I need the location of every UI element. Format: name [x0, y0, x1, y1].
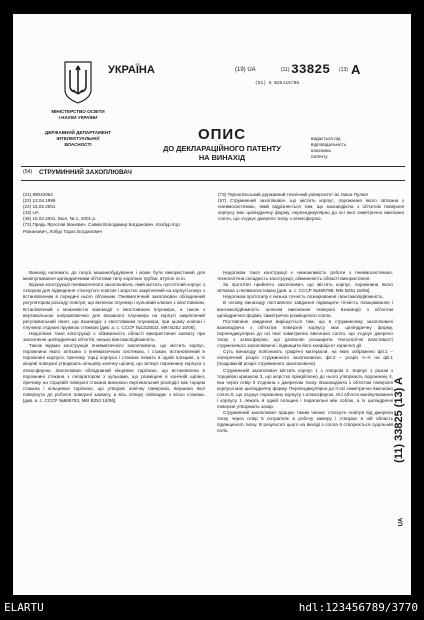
- ministry-name: МІНІСТЕРСТВО ОСВІТИ І НАУКИ УКРАЇНИ: [51, 109, 105, 121]
- biblio-left: [23, 192, 193, 235]
- title-code: (54): [23, 169, 33, 175]
- right-column: [217, 270, 393, 435]
- margin-country: UA: [398, 517, 405, 527]
- paragraph: За прототип прийнято захоплювач, що містить корпус, порожнина якого зв'язана з пневмосистемою [див. а. с. СССР №365798, МКІ В25J 15/06].: [217, 282, 393, 294]
- country-name: УКРАЇНА: [108, 64, 155, 76]
- biblio-field: (72) Прядь Ярослав Іванович, Савків Володимир Богданович, Козбур Ігор Романович, Лобур Тарас Богданович: [23, 222, 180, 234]
- margin-patent-code: [389, 344, 409, 514]
- paragraph: Недоліком такої конструкції є обмеженість області використання захвату при захопленні циліндричних об'єктів, низька вантажопідйомність.: [23, 330, 205, 343]
- biblio-field: (24) 15.02.2001: [23, 204, 56, 210]
- biblio-field: (33) UA: [23, 210, 39, 216]
- ipc-code: (51) 6 В25J15/06: [255, 81, 300, 86]
- paragraph: Винахід належить до галузі машинобудування і може бути використаний для маніпулювання циліндричними об'єктами типу коротких трубок, втулок та ін.: [23, 270, 205, 282]
- document-subtitle: ДО ДЕКЛАРАЦІЙНОГО ПАТЕНТУ НА ВИНАХІД: [163, 144, 281, 162]
- department-name: ДЕРЖАВНИЙ ДЕПАРТАМЕНТ ІНТЕЛЕКТУАЛЬНОЇ ВЛАСНОСТІ: [44, 130, 112, 148]
- paragraph: Струминний захоплювач містить корпус 1 з отвором 2. Корпус 1 разом з торцевою кришкою 3, що жорстко прикріплено до нього утворюють порожнину 4, яка через отвір 5 з'єднана з джерелом тиску. Взаємодіюча з об'єктом поверхня корпуса має циліндричну форму. Перпендикулярно до її осі симетрично виконано сопло 6, що з'єднує порожнину корпусу з атмосферою. Осі об'єкта маніпулювання і корпусу 1 лежать в одній площині і паралельні між собою, а їх циліндричні поверхні утворюють зазор.: [217, 367, 393, 410]
- document-title: ОПИС: [197, 126, 247, 143]
- margin-code-text: (11) 33825 (13) A: [393, 377, 405, 463]
- paragraph: Поставлене завдання вирішується тим, що в струминному захоплювачі взаємодіюча з об'єктом поверхня корпусу має циліндричну форму, перпендикулярно до осі якої симетрично виконано сопло, що з'єднує джерело тиску з атмосферою, що дозволяє розширити технологічні властивості струменевого захоплювача і підвищити його коефіцієнт корисної дії.: [217, 318, 393, 349]
- paragraph: Суть винаходу пояснюють графічні матеріали, на яких зображено фіг.1 – поперечний розріз струминного захоплювача; фіг.2 – розріз А–А на фіг.1 (поздовжній розріз струминного захоплювача).: [217, 349, 393, 367]
- patent-kind: A: [351, 62, 361, 77]
- paragraph: Відома конструкція пневматичного захоплювача, який містить пустотілий корпус з отвором для підведення стиснутого повітря і жорстко закріплений на корпусі кожух з встановленим в середині нього об'ємним. Пневматичний захоплювач обладнаний регулятором розходу повітря, що включає плунжер і кульовий клапан з хвостовиком, встановлений з можливістю взаємодії з хвостовиком плунжера, а також з вертикальною направляючою для вказаного плунжера на корпусі закріплений регулювальний гвинт, що взаємодіє з хвостовиком плунжера, при цьому клапан і плунжер з'єднані пружною стяжкою [див. а. с. СССР №1318532, МКІ В25J 15/06].: [23, 282, 205, 330]
- biblio-field: (22) 13.04.1999: [23, 198, 56, 204]
- biblio-field: (46) 15.02.2001, Бюл. № 1, 2001 р.: [23, 216, 97, 222]
- footer-handle[interactable]: hdl:123456789/3770: [298, 601, 418, 614]
- claim-text: (57) Струминний захоплювач, що містить корпус, порожнина якого зв'язана з пневмосистемою, який відрізняється тим, що взаємодіюча з об'єктом поверхня корпусу має циліндричну форму, перпендикулярно до осі якої симетрично виконано сопло, що з'єднує джерело тиску з атмосферою.: [218, 198, 404, 222]
- invention-title: СТРУМИННИЙ ЗАХОПЛЮВАЧ: [39, 169, 132, 176]
- code-13: (13): [339, 67, 348, 73]
- viewer-footer: [0, 596, 424, 620]
- paragraph: Недоліком такої конструкції є неможливість роботи з пневмосистемою, технологічна складність конструкції, обмеженість області використання.: [217, 270, 393, 282]
- code-11: (11): [281, 67, 290, 73]
- patent-number-block: [235, 62, 405, 80]
- biblio-right: [218, 192, 404, 222]
- country-code: (19) UA: [235, 67, 256, 73]
- biblio-field: (21) 99042062: [23, 192, 53, 197]
- divider-top: [21, 166, 405, 167]
- divider-bottom: [21, 180, 405, 181]
- paragraph: Недоліком прототипу є низька точність позиціювання і вантажопідйомність.: [223, 294, 384, 300]
- patent-number: 33825: [291, 62, 331, 77]
- biblio-field: (73) Тернопільський державний технічний університет ім. Івана Пулюя: [218, 192, 368, 197]
- issue-note: видається під відповідальність власника патенту: [311, 136, 347, 160]
- footer-left: ELARTU: [4, 601, 44, 614]
- paragraph: В основу винаходу поставлено завдання підвищити точність позиціювання і вантажопідйомність шляхом виконання поверхні взаємодії з об'єктом циліндричної форми, симетрично розміщеного сопла.: [217, 300, 393, 318]
- left-column: [23, 270, 205, 404]
- paragraph: Струминний захоплювач працює таким чином: стиснуте повітря від джерела тиску через отвір 5 потрапляє в робочу камеру і створює в ній область підвищеного тиску. В результаті цього на виході з сопла 6 створюється суцільний потік.: [217, 410, 393, 434]
- trident-emblem-icon: [63, 60, 93, 104]
- patent-page: [13, 14, 411, 595]
- paragraph: Також відома конструкція пневматичного захоплювача, що містить корпус, порожнина якого зв'язана з пневматичною системою, і стакан, встановлений в порожнині корпуса, причому торці корпуса і стакана лежать в одній площині, а їх кінцеві поверхні утворюють кільцеву конічну щілину, що зв'язує порожнину корпуса з атмосферою. Захоплювач обладнаний кінцевою тарілкою, що встановлена в порожнині стакана з сепаратором з кульками, що розміщені в конічній щілині, причому на торцевій поверхні стакана виконано вертикальний розподіл між торцем стакана і кільцевою тарілкою, що утворює конічну поверхню, вершина якої повернута до робочої поверхні захвату, а вісь отвору співпадає з віссю стакана. [див. а. с. СССР №665783, МКІ В25J 15/06].: [23, 343, 205, 403]
